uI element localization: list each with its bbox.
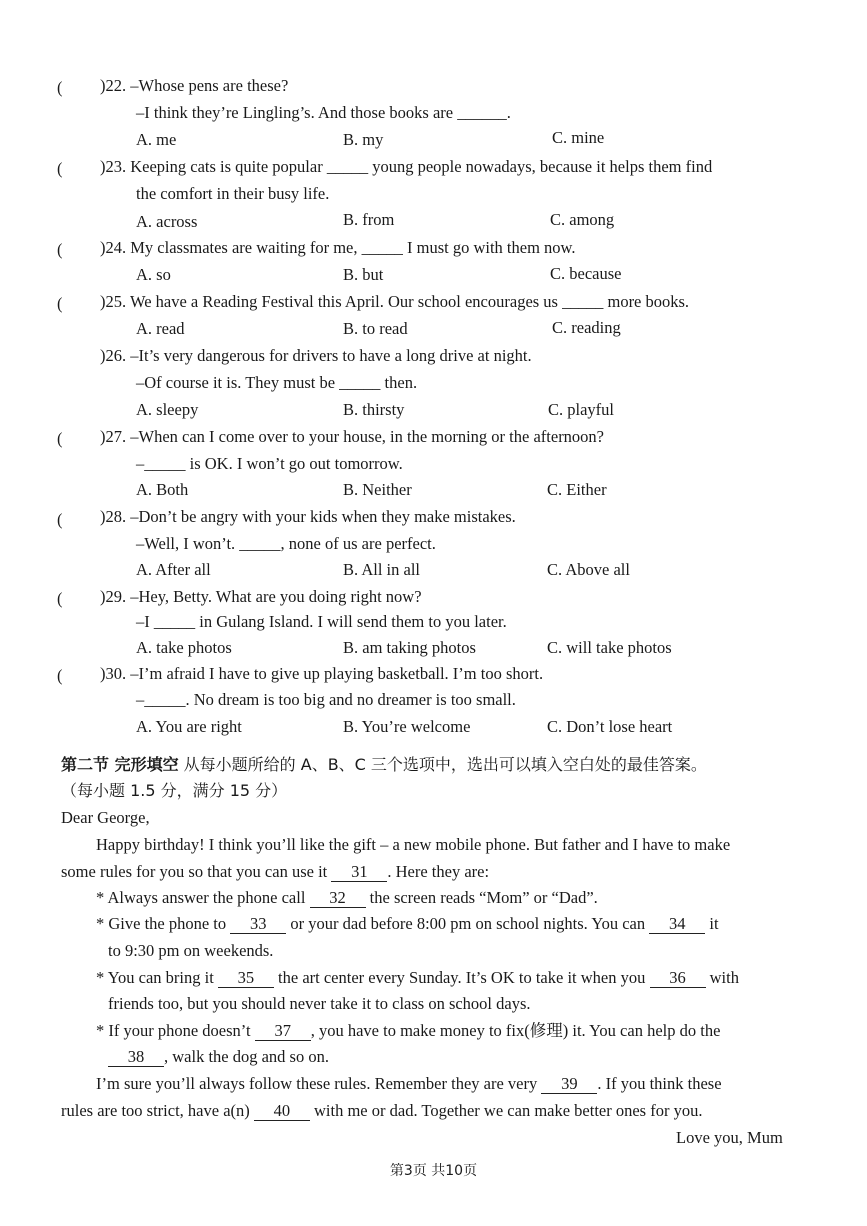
option-a: A. across bbox=[136, 212, 198, 231]
answer-paren[interactable]: ( bbox=[57, 294, 63, 313]
question-stem: )29. –Hey, Betty. What are you doing right now? bbox=[100, 587, 422, 606]
rule-line bbox=[96, 914, 719, 934]
text-segment: or your dad before 8:00 pm on school nights. You can bbox=[286, 914, 650, 933]
blank-33[interactable]: 33 bbox=[230, 915, 286, 934]
page-footer: 第3页 共10页 bbox=[389, 1163, 478, 1179]
question-continuation: –Well, I won’t. _____, none of us are perfect. bbox=[136, 534, 436, 553]
question-continuation: –Of course it is. They must be _____ then. bbox=[136, 373, 418, 392]
rule-line bbox=[108, 1047, 329, 1067]
blank-32[interactable]: 32 bbox=[310, 889, 366, 908]
text-segment: * If your phone doesn’t bbox=[96, 1021, 255, 1040]
text-segment: it bbox=[705, 914, 719, 933]
question-stem: )26. –It’s very dangerous for drivers to have a long drive at night. bbox=[100, 346, 532, 365]
rule-line bbox=[96, 968, 739, 988]
text-segment: * Give the phone to bbox=[96, 914, 231, 933]
text-segment: the screen reads “Mom” or “Dad”. bbox=[365, 888, 598, 907]
option-a: A. You are right bbox=[136, 717, 242, 736]
option-a: A. me bbox=[136, 130, 177, 149]
option-a: A. so bbox=[136, 265, 171, 284]
option-c: C. reading bbox=[552, 318, 621, 337]
rule-line bbox=[96, 888, 598, 908]
question-continuation: –I think they’re Lingling’s. And those books are ______. bbox=[136, 103, 511, 122]
text-segment: the art center every Sunday. It’s OK to take it when you bbox=[273, 968, 650, 987]
option-b: B. from bbox=[343, 210, 395, 229]
blank-31[interactable]: 31 bbox=[331, 863, 387, 882]
text-segment: * You can bring it bbox=[96, 968, 218, 987]
text-segment: , you have to make money to fix(修理) it. You can help do the bbox=[310, 1021, 721, 1040]
question-continuation: –I _____ in Gulang Island. I will send them to you later. bbox=[136, 612, 507, 631]
letter-paragraph-line bbox=[96, 1074, 722, 1094]
option-a: A. Both bbox=[136, 480, 189, 499]
rule-line bbox=[96, 1021, 720, 1041]
letter-paragraph-line: Happy birthday! I think you’ll like the gift – a new mobile phone. But father and I have to make bbox=[96, 835, 731, 854]
option-a: A. take photos bbox=[136, 638, 232, 657]
question-stem: )24. My classmates are waiting for me, _____ I must go with them now. bbox=[100, 238, 576, 257]
option-a: A. After all bbox=[136, 560, 211, 579]
answer-paren[interactable]: ( bbox=[57, 666, 63, 685]
option-b: B. All in all bbox=[343, 560, 421, 579]
question-stem: )25. We have a Reading Festival this April. Our school encourages us _____ more books. bbox=[100, 292, 690, 311]
text-segment: some rules for you so that you can use it bbox=[61, 862, 332, 881]
answer-paren[interactable]: ( bbox=[57, 159, 63, 178]
option-c: C. will take photos bbox=[547, 638, 672, 657]
question-stem: )22. –Whose pens are these? bbox=[100, 76, 289, 95]
question-stem: )28. –Don’t be angry with your kids when they make mistakes. bbox=[100, 507, 516, 526]
option-b: B. am taking photos bbox=[343, 638, 476, 657]
option-a: A. sleepy bbox=[136, 400, 199, 419]
letter-paragraph-line bbox=[61, 1101, 702, 1121]
section-score: （每小题 1.5 分，满分 15 分） bbox=[61, 781, 288, 800]
rule-line: friends too, but you should never take it to class on school days. bbox=[108, 994, 531, 1013]
text-segment: with me or dad. Together we can make better ones for you. bbox=[309, 1101, 703, 1120]
option-c: C. among bbox=[550, 210, 615, 229]
option-c: C. Above all bbox=[547, 560, 630, 579]
blank-35[interactable]: 35 bbox=[218, 969, 274, 988]
text-segment: , walk the dog and so on. bbox=[164, 1047, 329, 1066]
option-b: B. You’re welcome bbox=[343, 717, 471, 736]
text-segment: . Here they are: bbox=[387, 862, 490, 881]
text-segment: with bbox=[705, 968, 739, 987]
section-title: 第二节 完形填空 bbox=[61, 755, 179, 774]
question-stem: )30. –I’m afraid I have to give up playing basketball. I’m too short. bbox=[100, 664, 544, 683]
letter-paragraph-line bbox=[61, 862, 489, 882]
rule-line: to 9:30 pm on weekends. bbox=[108, 941, 274, 960]
option-b: B. my bbox=[343, 130, 384, 149]
answer-paren[interactable]: ( bbox=[57, 589, 63, 608]
question-continuation: –_____. No dream is too big and no dreamer is too small. bbox=[136, 690, 516, 709]
question-continuation: –_____ is OK. I won’t go out tomorrow. bbox=[136, 454, 403, 473]
letter-signoff: Love you, Mum bbox=[676, 1128, 783, 1147]
answer-paren[interactable]: ( bbox=[57, 510, 63, 529]
blank-39[interactable]: 39 bbox=[541, 1075, 597, 1094]
blank-34[interactable]: 34 bbox=[649, 915, 705, 934]
option-b: B. but bbox=[343, 265, 384, 284]
blank-38[interactable]: 38 bbox=[108, 1048, 164, 1067]
answer-paren[interactable]: ( bbox=[57, 78, 63, 97]
section-heading bbox=[61, 755, 707, 775]
text-segment: I’m sure you’ll always follow these rules. Remember they are very bbox=[96, 1074, 542, 1093]
answer-paren[interactable]: ( bbox=[57, 240, 63, 259]
blank-36[interactable]: 36 bbox=[650, 969, 706, 988]
question-stem: )27. –When can I come over to your house, in the morning or the afternoon? bbox=[100, 427, 605, 446]
letter-greeting: Dear George, bbox=[61, 808, 150, 827]
option-b: B. to read bbox=[343, 319, 408, 338]
option-c: C. Don’t lose heart bbox=[547, 717, 673, 736]
option-b: B. Neither bbox=[343, 480, 412, 499]
text-segment: * Always answer the phone call bbox=[96, 888, 310, 907]
text-segment: rules are too strict, have a(n) bbox=[61, 1101, 254, 1120]
section-instruction: 从每小题所给的 A、B、C 三个选项中，选出可以填入空白处的最佳答案。 bbox=[178, 755, 707, 774]
option-c: C. Either bbox=[547, 480, 607, 499]
option-a: A. read bbox=[136, 319, 185, 338]
blank-37[interactable]: 37 bbox=[255, 1022, 311, 1041]
option-c: C. because bbox=[550, 264, 622, 283]
option-c: C. mine bbox=[552, 128, 605, 147]
blank-40[interactable]: 40 bbox=[254, 1102, 310, 1121]
answer-paren[interactable]: ( bbox=[57, 429, 63, 448]
option-b: B. thirsty bbox=[343, 400, 405, 419]
option-c: C. playful bbox=[548, 400, 614, 419]
question-stem: )23. Keeping cats is quite popular _____ young people nowadays, because it helps them find bbox=[100, 157, 713, 176]
question-continuation: the comfort in their busy life. bbox=[136, 184, 330, 203]
text-segment: . If you think these bbox=[597, 1074, 722, 1093]
